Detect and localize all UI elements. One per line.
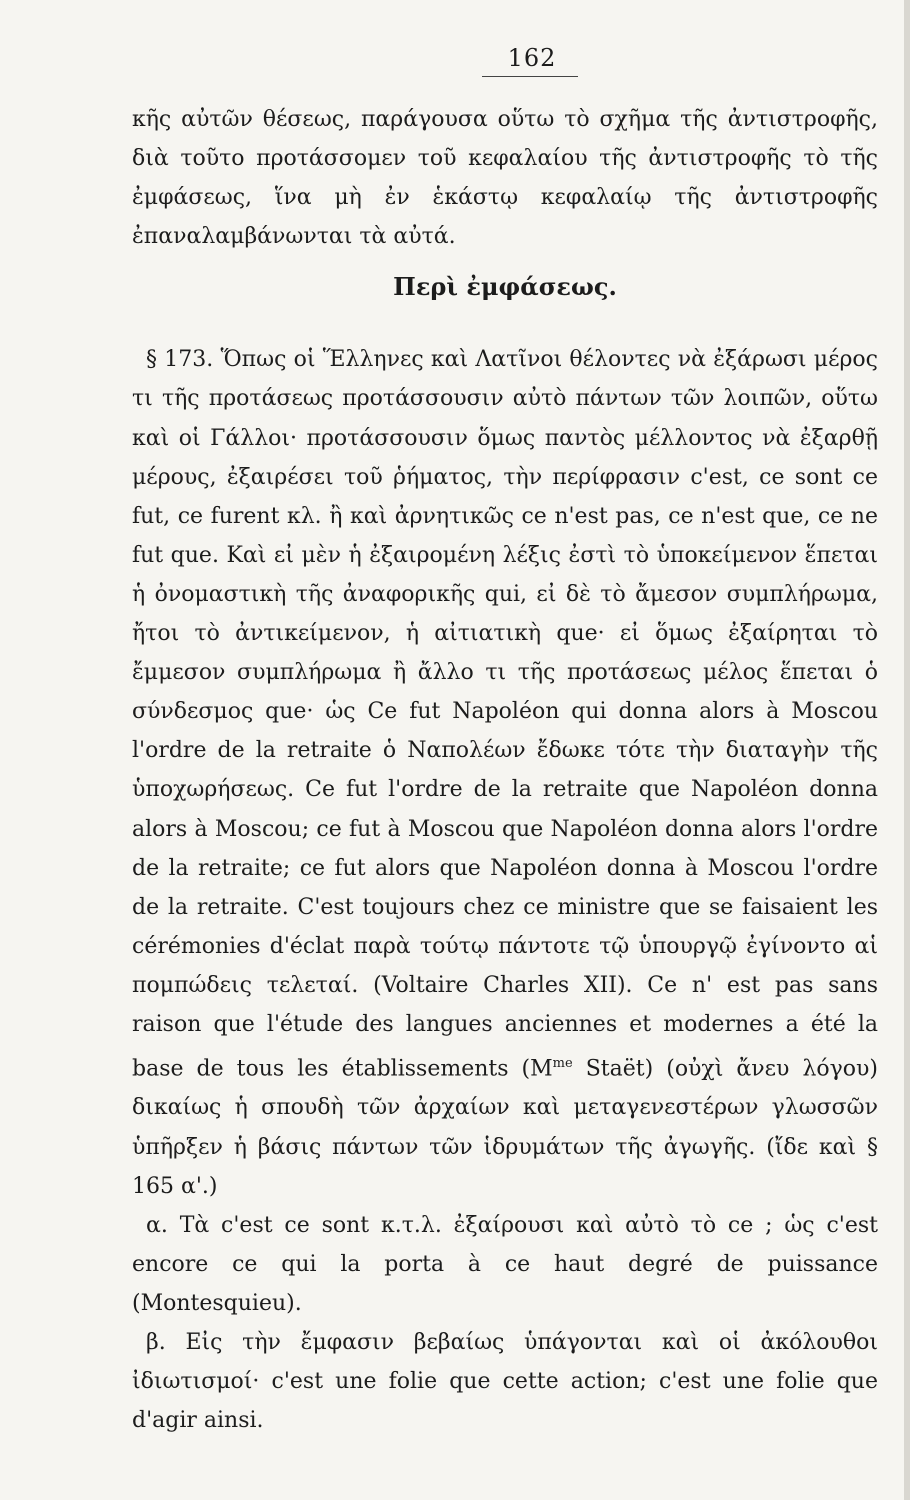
page-number: 162: [507, 44, 557, 72]
paragraph-alpha: α. Τὰ c'est ce sont κ.τ.λ. ἐξαίρουσι καὶ αὐτὸ τὸ ce ; ὡς c'est encore ce qui la porta à ce haut degré de puissance (Montesquieu).: [132, 1212, 878, 1316]
paragraph-beta: β. Εἰς τὴν ἔμφασιν βεβαίως ὑπάγονται καὶ οἱ ἀκόλουθοι ἰδιωτισμοί· c'est une folie que cette action; c'est une folie que d'agir ainsi.: [132, 1330, 878, 1434]
body-text: [132, 100, 878, 1440]
page-edge: [904, 0, 910, 1500]
page-number-rule: [482, 76, 578, 77]
paragraph-173-tail: Staët) (οὐχὶ ἄνευ λόγου) δικαίως ἡ σπουδὴ τῶν ἀρχαίων καὶ μεταγενεστέρων γλωσσῶν ὑπῆρξεν ἡ βάσις πάντων τῶν ἱδρυμάτων τῆς ἀγωγῆς. (ἴδε καὶ § 165 α'.): [132, 1056, 878, 1199]
paragraph-173-text: § 173. Ὅπως οἱ Ἕλληνες καὶ Λατῖνοι θέλοντες νὰ ἐξάρωσι μέρος τι τῆς προτάσεως προτάσσουσιν αὐτὸ πάντων τῶν λοιπῶν, οὕτω καὶ οἱ Γάλλοι· προτάσσουσιν ὅμως παντὸς μέλλοντος νὰ ἐξαρθῇ μέρους, ἐξαιρέσει τοῦ ῥήματος, τὴν περίφρασιν c'est, ce sont ce fut, ce furent κλ. ἢ καὶ ἀρνητικῶς ce n'est pas, ce n'est que, ce ne fut que. Καὶ εἰ μὲν ἡ ἐξαιρομένη λέξις ἐστὶ τὸ ὑποκείμενον ἕπεται ἡ ὀνομαστικὴ τῆς ἀναφορικῆς qui, εἰ δὲ τὸ ἄμεσον συμπλήρωμα, ἤτοι τὸ ἀντικείμενον, ἡ αἰτιατικὴ que· εἰ ὅμως ἐξαίρηται τὸ ἔμμεσον συμπλήρωμα ἢ ἄλλο τι τῆς προτάσεως μέλος ἕπεται ὁ σύνδεσμος que· ὡς Ce fut Napoléon qui donna alors à Moscou l'ordre de la retraite ὁ Ναπολέων ἔδωκε τότε τὴν διαταγὴν τῆς ὑποχωρήσεως. Ce fut l'ordre de la retraite que Napoléon donna alors à Moscou; ce fut à Moscou que Napoléon donna alors l'ordre de la retraite; ce fut alors que Napoléon donna à Moscou l'ordre de la retraite. C'est toujours chez ce ministre que se faisaient les cérémonies d'éclat παρὰ τούτῳ πάντοτε τῷ ὑπουργῷ ἐγίνοντο αἱ πομπώδεις τελεταί. (Voltaire Charles XII). Ce n' est pas sans raison que l'étude des langues anciennes et modernes a été la base de tous les établissements (M: [132, 347, 878, 1082]
section-heading: Περὶ ἐμφάσεως.: [393, 272, 617, 302]
paragraph-173: [132, 340, 878, 1205]
superscript-me: me: [552, 1056, 573, 1072]
paragraph-continuation: κῆς αὐτῶν θέσεως, παράγουσα οὕτω τὸ σχῆμα τῆς ἀντιστροφῆς, διὰ τοῦτο προτάσσομεν τοῦ κεφαλαίου τῆς ἀντιστροφῆς τὸ τῆς ἐμφάσεως, ἵνα μὴ ἐν ἑκάστῳ κεφαλαίῳ τῆς ἀντιστροφῆς ἐπαναλαμβάνωνται τὰ αὐτά.: [132, 107, 878, 250]
